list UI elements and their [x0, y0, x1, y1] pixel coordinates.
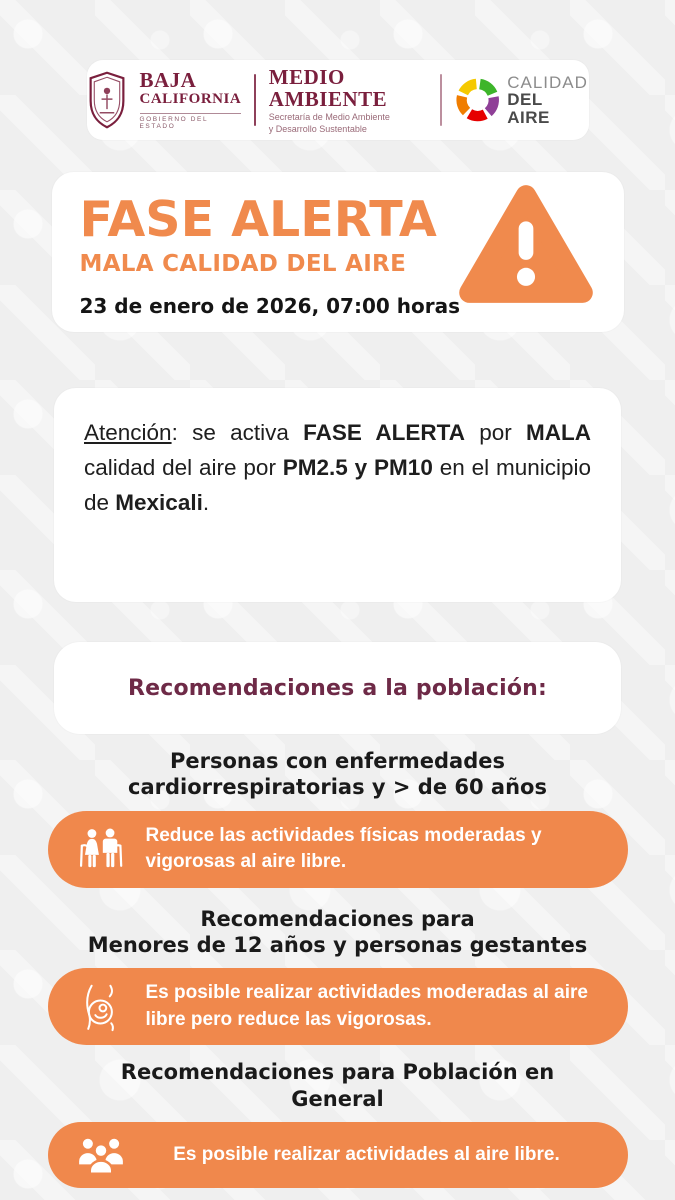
recommendation-text: Es posible realizar actividades al aire libre. — [173, 1143, 560, 1165]
air-quality-logo — [455, 74, 589, 126]
elderly-couple-icon — [70, 827, 132, 871]
baja-california-crest-icon — [87, 70, 127, 130]
group-title-line: Menores de 12 años y personas gestantes — [87, 932, 588, 957]
group-title-line: General — [291, 1086, 384, 1111]
alert-phase-title: FASE ALERTA — [79, 191, 437, 248]
warning-triangle-icon — [458, 184, 594, 304]
group-title-cardiorespiratory — [0, 748, 675, 801]
recommendation-text: Reduce las actividades físicas moderadas y vigorosas al aire libre. — [145, 824, 542, 873]
pregnant-person-icon — [70, 982, 132, 1032]
people-group-icon — [70, 1134, 132, 1176]
notice-paragraph: Atención: se activa FASE ALERTA por MALA calidad del aire por PM2.5 y PM10 en el municipio de Mexicali. — [84, 420, 591, 515]
ministry-title: MEDIO AMBIENTE — [268, 64, 388, 111]
group-title-line: Recomendaciones para — [200, 906, 475, 931]
alert-datetime: 23 de enero de 2026, 07:00 horas — [79, 294, 461, 319]
group-title-line: Personas con enfermedades — [169, 749, 505, 773]
group-title-children-pregnant — [0, 906, 675, 959]
alert-subtitle: MALA CALIDAD DEL AIRE — [79, 251, 407, 278]
state-name-line1: BAJA — [139, 68, 197, 92]
ministry-subtitle-line2: y Desarrollo Sustentable — [268, 124, 367, 135]
recommendation-pill-children-pregnant — [48, 968, 628, 1045]
alert-title-card — [52, 172, 624, 332]
group-title-line: Recomendaciones para Población en — [120, 1060, 555, 1085]
recommendation-text: Es posible realizar actividades moderadas al aire libre pero reduce las vigorosas. — [145, 982, 588, 1030]
ministry-wordmark — [269, 66, 427, 135]
notice-card — [54, 388, 621, 602]
header-divider — [440, 74, 442, 126]
group-title-general-population — [0, 1059, 675, 1112]
recommendation-pill-cardiorespiratory — [48, 811, 628, 888]
air-quality-ring-icon — [455, 77, 500, 123]
state-subtitle: GOBIERNO DEL ESTADO — [140, 113, 242, 130]
state-wordmark — [140, 70, 242, 130]
recommendations-heading: Recomendaciones a la población: — [127, 675, 548, 701]
state-name-line2: CALIFORNIA — [139, 91, 242, 107]
header-logo-bar — [87, 60, 589, 140]
recommendations-heading-card — [54, 642, 621, 734]
recommendation-pill-general-population — [48, 1122, 628, 1188]
air-quality-label-line2: DEL AIRE — [507, 90, 550, 127]
ministry-subtitle-line1: Secretaría de Medio Ambiente — [268, 111, 390, 122]
group-title-line: cardiorrespiratorias y > de 60 años — [128, 775, 547, 800]
air-quality-label-line1: CALIDAD — [507, 73, 588, 92]
header-divider — [254, 74, 256, 126]
